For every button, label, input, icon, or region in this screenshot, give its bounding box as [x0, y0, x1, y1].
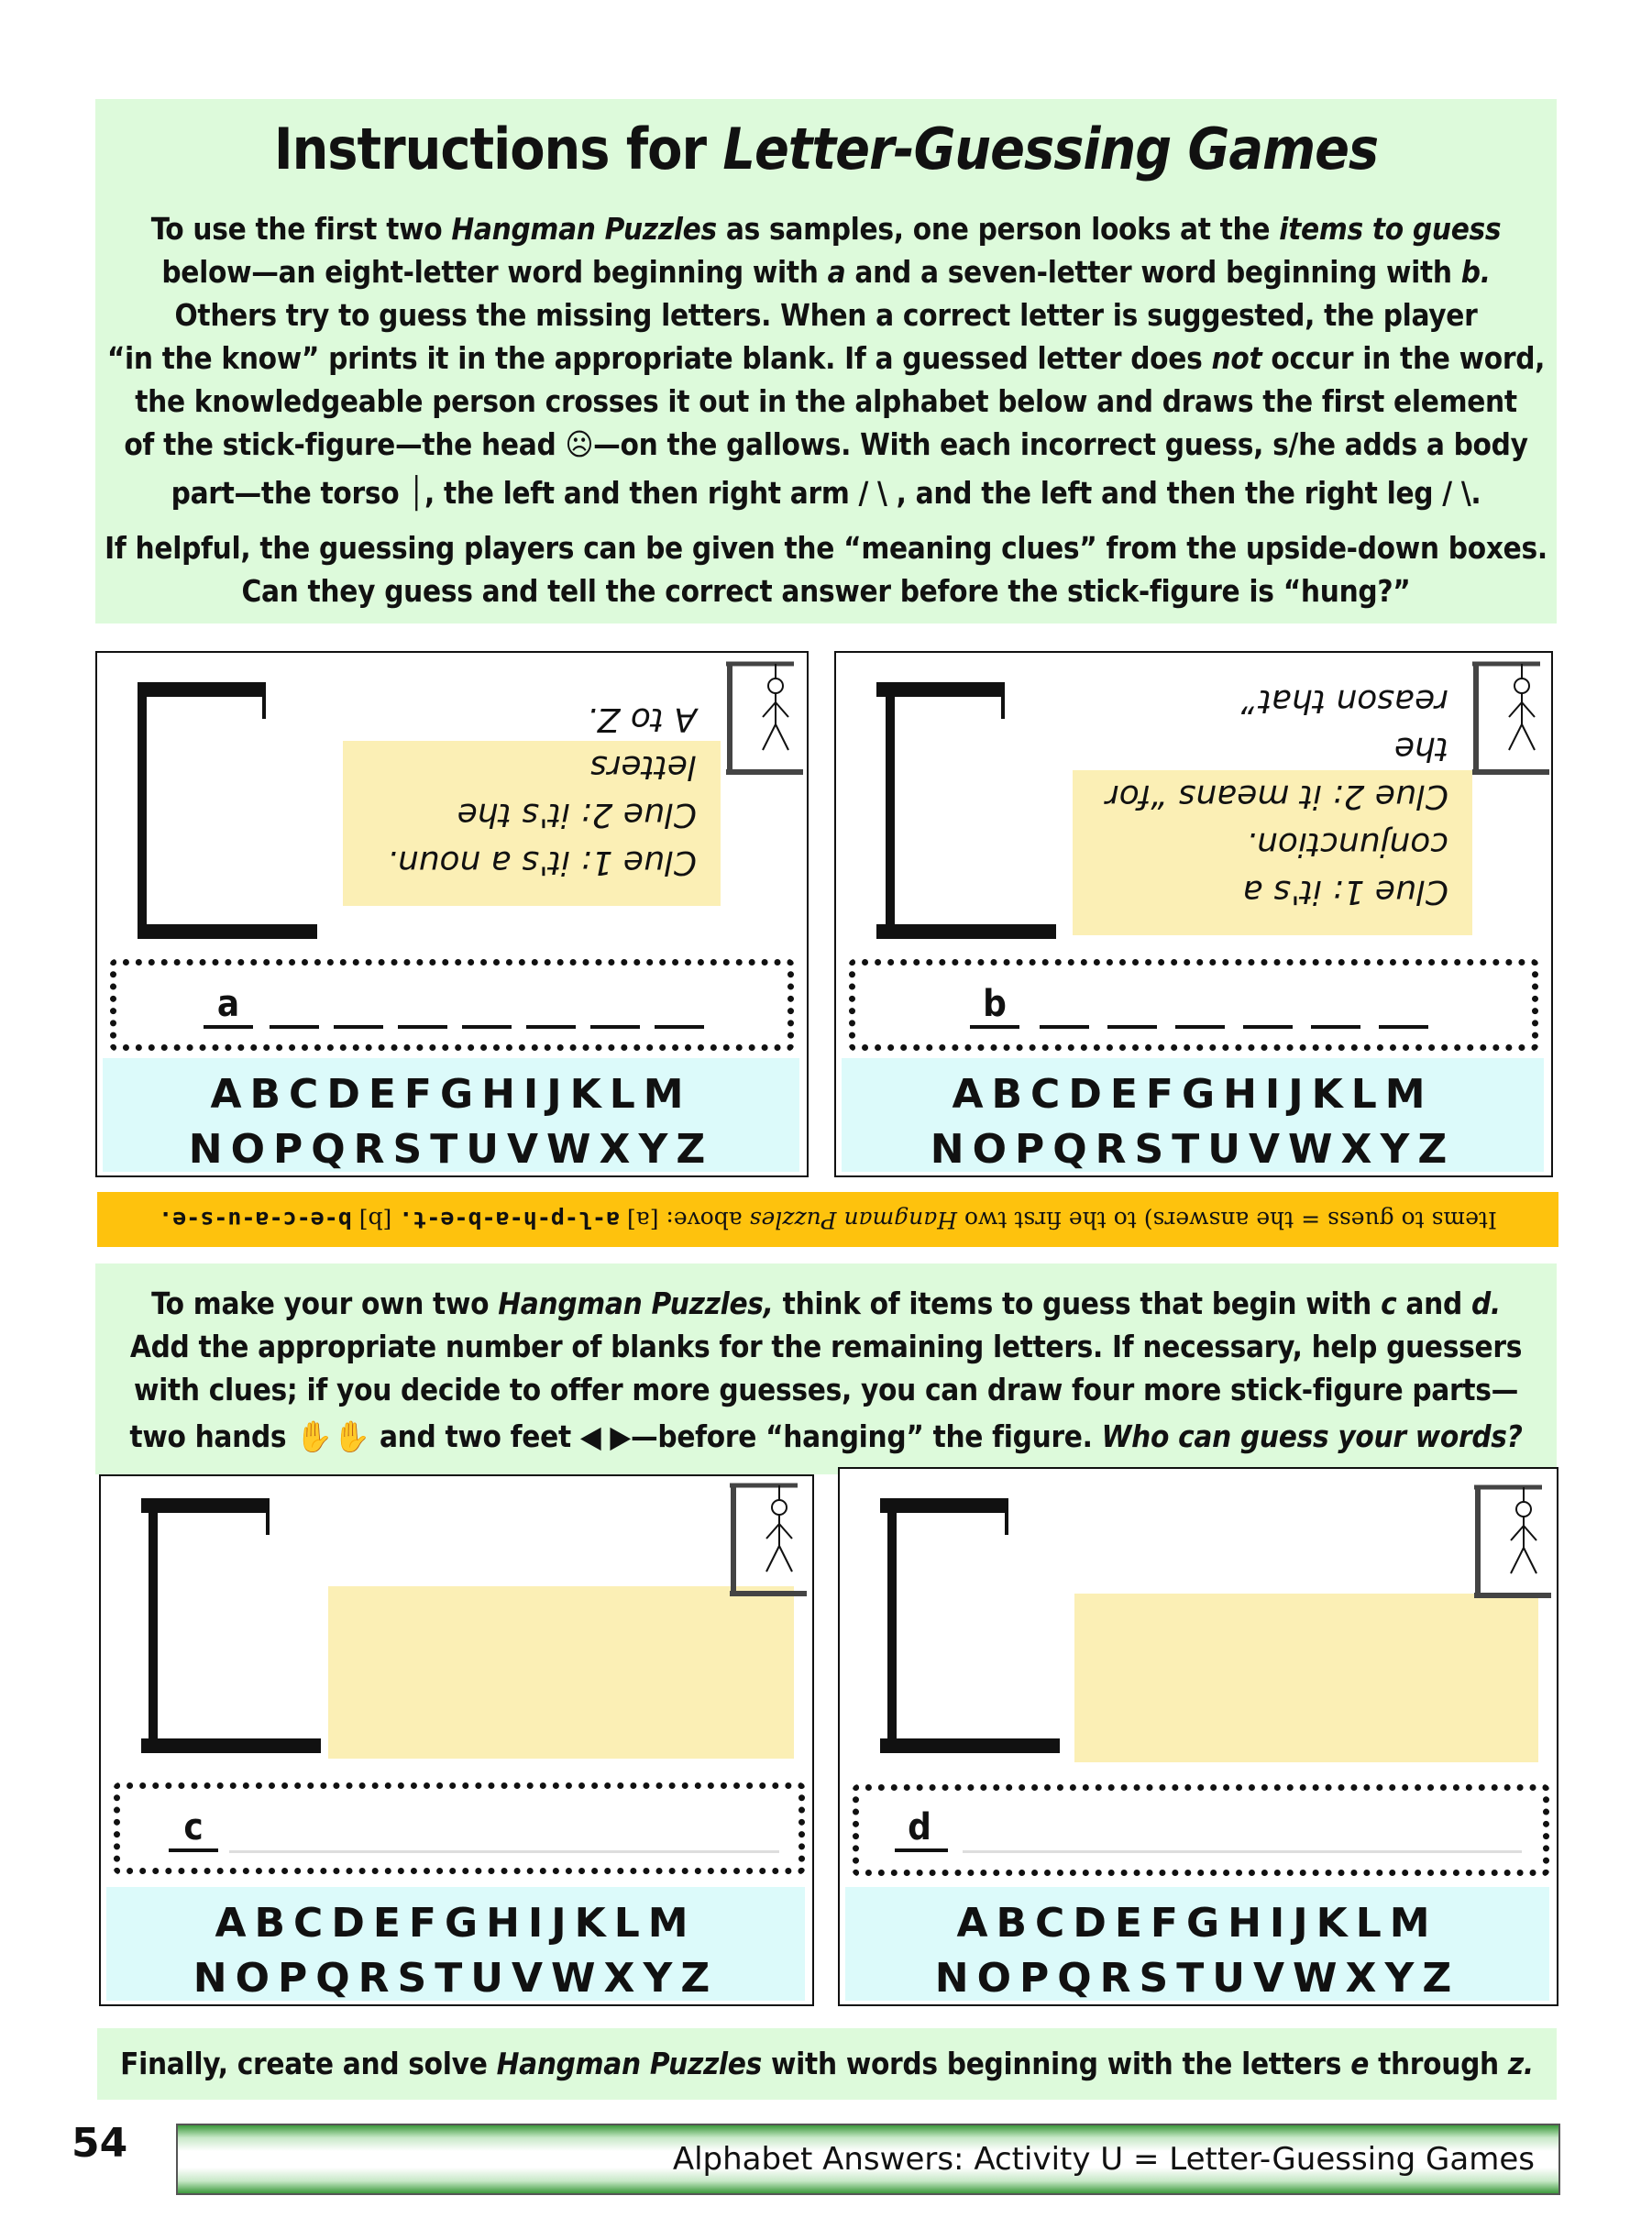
- alphabet-strip: [845, 1887, 1549, 2001]
- make-your-own-text: To make your own two Hangman Puzzles, think of items to guess that begin with c and d. Add the appropriate number of blanks for the remaining letters. If necessary, help guessers with clues; if you decide to offer more guesses, you can draw four more stick-figure parts— two hands ✋✋ and two feet ◀ ▶—before “hanging” the figure. Who can guess your words?: [129, 1286, 1523, 1454]
- clue-box-a: [343, 701, 721, 906]
- gallows-post: [149, 1506, 158, 1753]
- answer-bar: [97, 1192, 1558, 1247]
- alphabet-strip: [842, 1058, 1544, 1172]
- start-letter: a: [216, 983, 240, 1025]
- clue-box-d: [1074, 1594, 1538, 1762]
- feet-icon: ◀ ▶: [579, 1418, 631, 1454]
- alphabet-strip: [106, 1887, 805, 2001]
- alphabet-row-1[interactable]: ABCDEFGHIJKLM: [215, 1900, 697, 1947]
- start-letter: b: [983, 983, 1007, 1025]
- sad-face-icon: ☹: [565, 426, 594, 462]
- alphabet-row-1[interactable]: ABCDEFGHIJKLM: [210, 1071, 692, 1118]
- blank[interactable]: [1107, 1025, 1157, 1029]
- finally-text: Finally, create and solve Hangman Puzzles with words beginning with the letters e through z.: [120, 2046, 1534, 2081]
- faint-guide-line: [963, 1850, 1522, 1853]
- instructions-paragraph-2: If helpful, the guessing players can be given the “meaning clues” from the upside-down boxes. Can they guess and tell the correct answer before the stick-figure is “hung?”: [105, 530, 1547, 609]
- blank[interactable]: [1379, 1025, 1428, 1029]
- hangman-puzzle-c: [99, 1474, 814, 2006]
- gallows-base: [876, 924, 1056, 939]
- gallows-top: [138, 682, 266, 697]
- hangman-puzzle-d: [838, 1467, 1558, 2006]
- blank[interactable]: [334, 1025, 383, 1029]
- gallows-base: [141, 1738, 321, 1753]
- blank[interactable]: [462, 1025, 512, 1029]
- gallows-tick: [1005, 1498, 1008, 1535]
- blank[interactable]: [526, 1025, 576, 1029]
- alphabet-row-2[interactable]: NOPQRSTUVWXYZ: [188, 1126, 714, 1173]
- clue-text-a: Clue 1: it's a noun. Clue 2: it's the letters A to Z.: [387, 701, 697, 881]
- hangman-puzzle-a: [95, 651, 809, 1177]
- alphabet-row-2[interactable]: NOPQRSTUVWXYZ: [193, 1955, 719, 2002]
- answer-blanks-area: [853, 1784, 1549, 1876]
- page-number: 54: [72, 2120, 128, 2167]
- gallows-post: [887, 1506, 897, 1753]
- clue-box-c: [328, 1586, 794, 1759]
- footer-caption: Alphabet Answers: Activity U = Letter-Guessing Games: [672, 2141, 1535, 2178]
- gallows-tick: [266, 1498, 270, 1535]
- blank[interactable]: [169, 1848, 218, 1852]
- gallows-top: [141, 1498, 270, 1513]
- hanged-figure-icon: [724, 1480, 834, 1599]
- instructions-box: [95, 99, 1557, 623]
- alphabet-row-1[interactable]: ABCDEFGHIJKLM: [956, 1900, 1438, 1947]
- gallows-base: [138, 924, 317, 939]
- make-your-own-box: [95, 1263, 1557, 1474]
- blank[interactable]: [398, 1025, 447, 1029]
- alphabet-row-2[interactable]: NOPQRSTUVWXYZ: [930, 1126, 1456, 1173]
- blank[interactable]: [895, 1848, 948, 1852]
- hangman-puzzle-b: [834, 651, 1553, 1177]
- gallows-post: [886, 690, 895, 937]
- hanged-figure-icon: [721, 658, 831, 778]
- blank[interactable]: [1243, 1025, 1293, 1029]
- start-letter: d: [908, 1806, 931, 1848]
- faint-guide-line: [229, 1850, 779, 1853]
- hanged-figure-icon: [1469, 1482, 1579, 1601]
- clue-box-b: [1073, 682, 1472, 935]
- hands-icon: ✋✋: [295, 1418, 370, 1454]
- gallows-tick: [1001, 682, 1005, 719]
- gallows-base: [880, 1738, 1060, 1753]
- footer-bar: [176, 2124, 1560, 2195]
- blank[interactable]: [655, 1025, 704, 1029]
- blank[interactable]: [1311, 1025, 1360, 1029]
- gallows-top: [876, 682, 1005, 697]
- blank[interactable]: [270, 1025, 319, 1029]
- blank[interactable]: [1175, 1025, 1225, 1029]
- answer-bar-text: Items to guess = the answers) to the first two Hangman Puzzles above: [a] a-l-p-h-a-b-e-t. [b] b-e-c-a-u-s-e.: [159, 1207, 1497, 1233]
- gallows-post: [138, 690, 147, 937]
- gallows-tick: [262, 682, 266, 719]
- answer-blanks-area: [849, 959, 1538, 1051]
- clue-text-b: Clue 1: it's a conjunction. Clue 2: it means “for the reason that”: [1105, 682, 1448, 910]
- blank[interactable]: [1040, 1025, 1089, 1029]
- alphabet-strip: [103, 1058, 799, 1172]
- hanged-figure-icon: [1467, 658, 1577, 778]
- gallows-top: [880, 1498, 1008, 1513]
- blank[interactable]: [590, 1025, 640, 1029]
- answer-blanks-area: [114, 1782, 805, 1874]
- page-title: Instructions for Letter-Guessing Games: [273, 116, 1379, 182]
- start-letter: c: [183, 1806, 204, 1848]
- alphabet-row-2[interactable]: NOPQRSTUVWXYZ: [934, 1955, 1460, 2002]
- blank[interactable]: [204, 1025, 253, 1029]
- blank[interactable]: [970, 1025, 1019, 1029]
- finally-box: [97, 2028, 1557, 2100]
- alphabet-row-1[interactable]: ABCDEFGHIJKLM: [952, 1071, 1434, 1118]
- instructions-paragraph-1: To use the first two Hangman Puzzles as samples, one person looks at the items to guess below—an eight-letter word beginning with a and a seven-letter word beginning with b. Others try to guess the missing letters. When a correct letter is suggested, the player “in the know” prints it in the appropriate blank. If a guessed letter does not occur in the word, the knowledgeable person crosses it out in the alphabet below and draws the first element of the stick-figure—the head ☹—on the gallows. With each incorrect guess, s/he adds a body part—the torso │, the left and then right arm / \ , and the left and then the right leg / \.: [106, 211, 1546, 511]
